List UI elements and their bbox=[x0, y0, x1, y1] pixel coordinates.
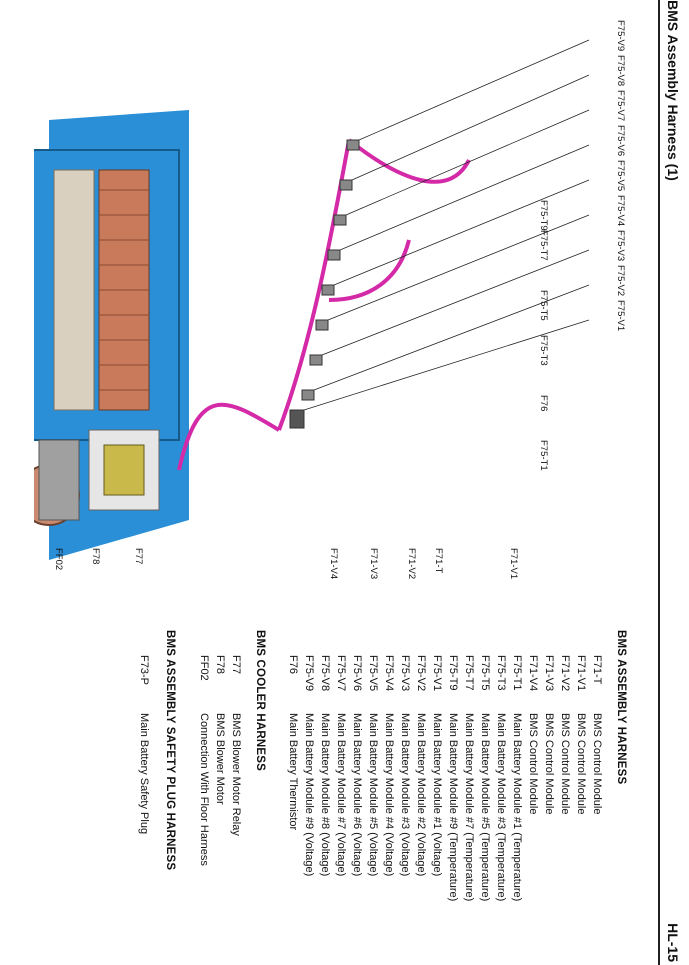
callout-f75-t3: F75-T3 bbox=[538, 335, 549, 366]
callout-f77: F77 bbox=[133, 548, 144, 565]
callout-f75-v1: F75-V1 bbox=[615, 300, 626, 332]
callout-f75-v2: F75-V2 bbox=[615, 265, 626, 297]
callout-f75-t5: F75-T5 bbox=[538, 290, 549, 321]
callout-ff02: FF02 bbox=[53, 548, 64, 571]
section-title-safety-plug: BMS ASSEMBLY SAFETY PLUG HARNESS bbox=[164, 630, 176, 871]
callout-f75-t1: F75-T1 bbox=[538, 440, 549, 471]
section-title-assembly: BMS ASSEMBLY HARNESS bbox=[615, 630, 627, 785]
harness-connectors bbox=[290, 140, 359, 428]
callout-f71-v3: F71-V3 bbox=[368, 548, 379, 580]
header-divider bbox=[658, 0, 660, 965]
callout-f71-t: F71-T bbox=[433, 548, 444, 574]
callout-f71-v1: F71-V1 bbox=[508, 548, 519, 580]
page-number: HL-15 bbox=[665, 923, 681, 962]
harness-wiring bbox=[179, 140, 469, 470]
callout-f75-v9: F75-V9 bbox=[615, 20, 626, 52]
callout-f75-v8: F75-V8 bbox=[615, 55, 626, 87]
callout-f75-v7: F75-V7 bbox=[615, 90, 626, 122]
callout-f75-v6: F75-V6 bbox=[615, 125, 626, 157]
harness-diagram bbox=[34, 0, 649, 600]
callout-f71-v2: F71-V2 bbox=[406, 548, 417, 580]
callout-f71-v4: F71-V4 bbox=[328, 548, 339, 580]
battery-pack-illustration bbox=[34, 110, 189, 560]
callout-f75-v5: F75-V5 bbox=[615, 160, 626, 192]
callout-f75-t9: F75-T9 bbox=[538, 200, 549, 231]
callout-f78: F78 bbox=[90, 548, 101, 565]
page-title: BMS Assembly Harness (1) bbox=[665, 0, 681, 181]
rotated-page-content: BMS Assembly Harness (1) HL-15 F75-V9 F75-V8 F75-V7 F75-V6 F75-V5 F75-V4 F75-V3 F75-V2 F75-V1 F75-T9 F75-T7 F75-T5 F75-T3 F76 F75-T1 F71-V1 F71-T F71-V2 F71-V3 F71-V4 F77 F78 FF02 BMS ASSEMBLY HARNESS F71-T BMS Control Module F71-V1 BMS Control Module F71-V2 BMS Control Module F71-V3 BMS Control Module F71-V4 BMS Control Module F75-T1 Main Battery Module #1 (Temperature) F75-T3 Main Battery Module #3 (Temperature) F75-T5 Main Battery Module #5 (Temperature) F75-T7 Main Battery Module #7 (Temperature) F75-T9 Main Battery Module #9 (Temperature) F75-V1 Main Battery Module #1 (Voltage) F75-V2 Main Battery Module #2 (Voltage) F75-V3 Main Battery Module #3 (Voltage) F75-V4 Main Battery Module #4 (Voltage) F75-V5 Main Battery Module #5 (Voltage) F75-V6 Main Battery Module #6 (Voltage) F75-V7 Main Battery Module #7 (Voltage) F75-V8 Main Battery Module #8 (Voltage) F75-V9 Main Battery Module #9 (Voltage) F76 Main Battery Thermistor BMS COOLER HARNESS F77 BMS Blower Motor Relay F78 BMS Blower Motor FF02 Connection With Floor Harness BMS ASSEMBLY SAFETY PLUG HARNESS F73-P Main Battery Safety Plug bbox=[0, 0, 689, 965]
callout-f75-v3: F75-V3 bbox=[615, 230, 626, 262]
callout-f75-t7: F75-T7 bbox=[538, 230, 549, 261]
callout-f75-v4: F75-V4 bbox=[615, 195, 626, 227]
callout-f76: F76 bbox=[538, 395, 549, 412]
section-title-cooler: BMS COOLER HARNESS bbox=[254, 630, 266, 771]
